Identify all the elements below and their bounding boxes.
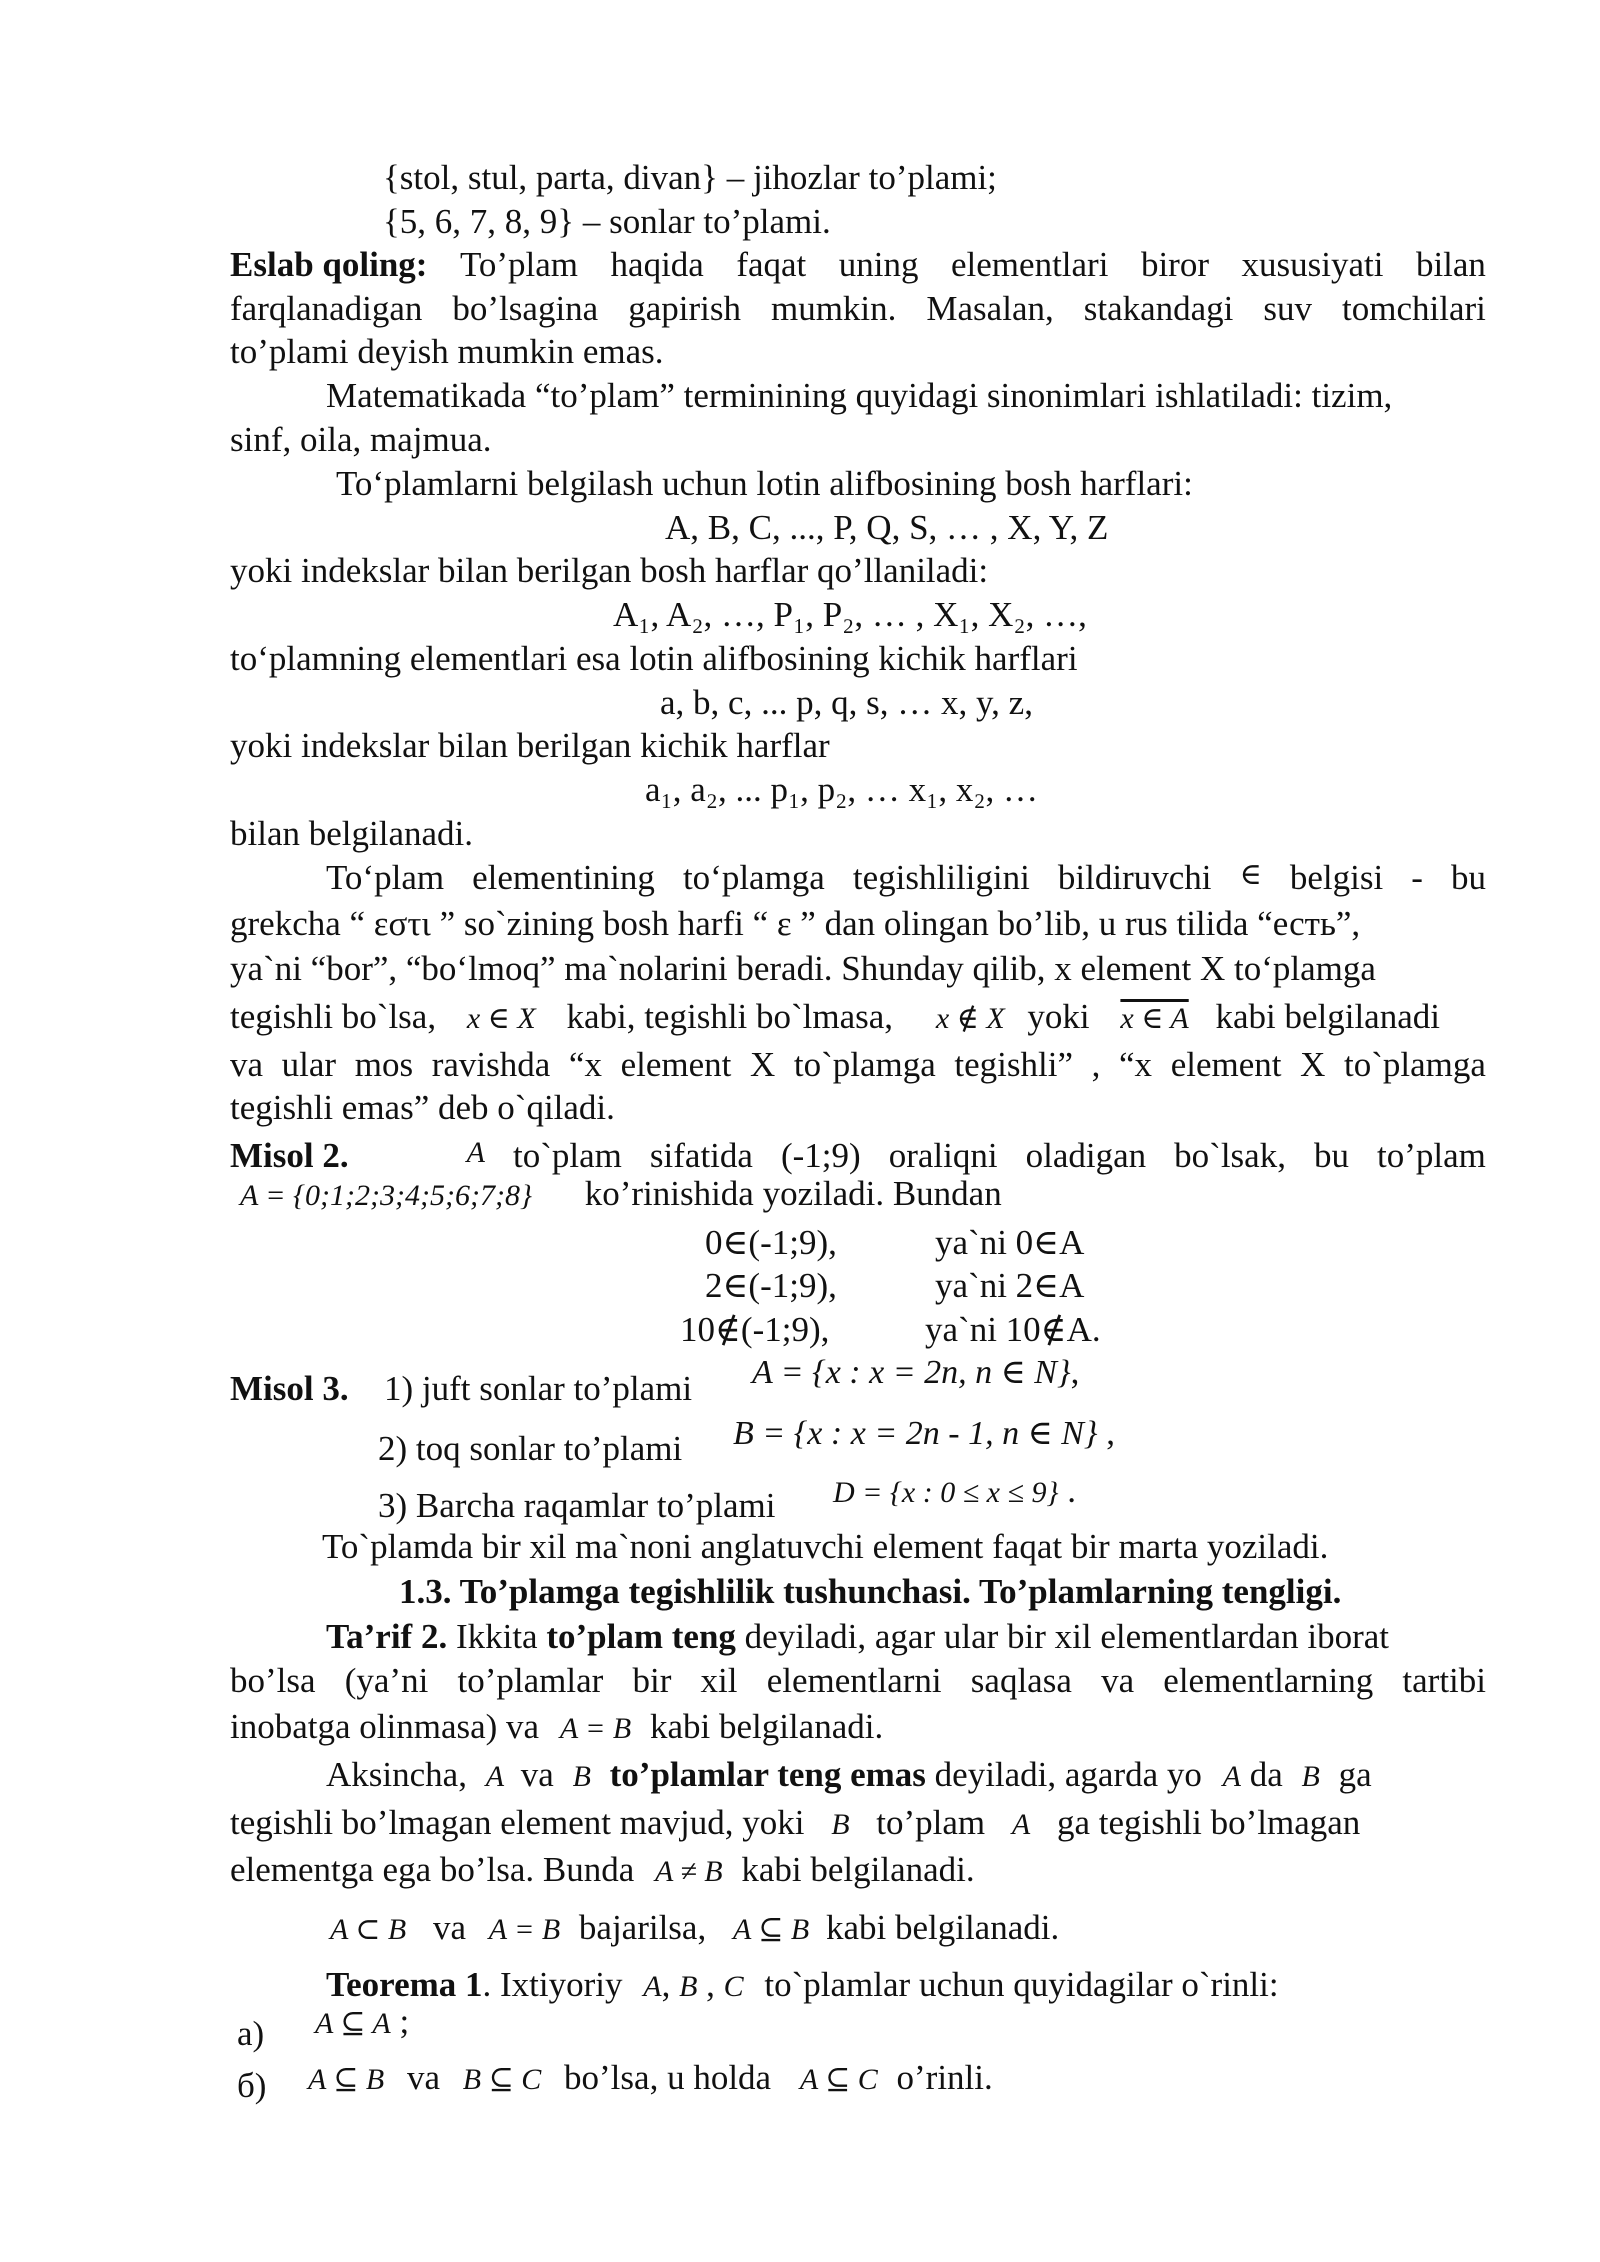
theorem-label: Teorema 1 bbox=[326, 1965, 483, 2004]
example3-item-3: 3) Barcha raqamlar to’plami bbox=[378, 1486, 776, 1525]
word: bo`lsak, bbox=[1174, 1136, 1286, 1175]
formula-odd-set: B = {x : x = 2n - 1, n ∈ N} , bbox=[733, 1413, 1116, 1452]
word: bir bbox=[632, 1661, 672, 1700]
text: tegishli bo`lsa, bbox=[230, 997, 437, 1036]
word: elementining bbox=[472, 858, 655, 897]
word: element bbox=[620, 1045, 732, 1084]
word: va bbox=[1101, 1661, 1135, 1700]
word: saqlasa bbox=[970, 1661, 1072, 1700]
word: to`plamga bbox=[1344, 1045, 1486, 1084]
text: ga bbox=[1338, 1755, 1372, 1794]
not-equal-line-1: Aksincha, A va B to’plamlar teng emas deyiladi, agarda yo A da B ga bbox=[326, 1755, 1372, 1794]
word: To‘plam bbox=[326, 858, 445, 897]
elements-intro: to‘plamning elementlari esa lotin alifbosining kichik harflari bbox=[230, 639, 1078, 678]
text: inobatga olinmasa) va bbox=[230, 1707, 540, 1746]
example2-label: Misol 2. bbox=[230, 1136, 349, 1175]
set-B: B bbox=[572, 1760, 591, 1793]
word: stakandagi bbox=[1083, 289, 1234, 328]
text: kabi belgilanadi bbox=[1215, 997, 1440, 1036]
word: uning bbox=[838, 245, 919, 284]
set-A: A bbox=[485, 1760, 505, 1793]
formula-A-subset-B: A ⊆ B bbox=[308, 2063, 385, 2096]
word: X bbox=[749, 1045, 776, 1084]
word: suv bbox=[1263, 289, 1313, 328]
formula-A-subset-A: A ⊆ A bbox=[315, 2007, 391, 2040]
remember-line-3: to’plami deyish mumkin emas. bbox=[230, 332, 664, 371]
word: bilan bbox=[1415, 245, 1486, 284]
label: Ta’rif 2. bbox=[326, 1617, 448, 1656]
indexed-capitals: A₁, A₂, …, P₁, P₂, … , X₁, X₂, …, bbox=[613, 595, 1087, 634]
word: faqat bbox=[736, 245, 807, 284]
text: Aksincha, bbox=[326, 1755, 467, 1794]
capital-letters: A, B, C, ..., P, Q, S, … , X, Y, Z bbox=[665, 508, 1109, 547]
formula-x-in-X: x ∈ X bbox=[466, 1002, 536, 1035]
definition2-line-2 bbox=[230, 1663, 1486, 1698]
formula: A = {x : x = 2n, n ∈ N} bbox=[752, 1354, 1071, 1391]
word: tegishliligini bbox=[852, 858, 1030, 897]
remember-label: Eslab qoling: bbox=[230, 245, 428, 284]
word: oladigan bbox=[1025, 1136, 1147, 1175]
indexed-smalls-intro: yoki indekslar bilan berilgan kichik harflar bbox=[230, 726, 830, 765]
bold-term: to’plamlar teng emas bbox=[609, 1755, 926, 1794]
text: yoki bbox=[1027, 997, 1090, 1036]
example2-row-3-left: 10∉(-1;9), bbox=[680, 1310, 830, 1349]
word: element bbox=[1170, 1045, 1282, 1084]
text: va bbox=[433, 1908, 467, 1947]
notation-closing: bilan belgilanadi. bbox=[230, 814, 473, 853]
indexed-capitals-intro: yoki indekslar bilan berilgan bosh harflar qo’llaniladi: bbox=[230, 551, 989, 590]
theorem-item-a: A ⊆ A ; bbox=[315, 2002, 410, 2041]
example3-item-1: 1) juft sonlar to’plami bbox=[384, 1369, 693, 1408]
word: bu bbox=[1314, 1136, 1349, 1175]
section-title: 1.3. To’plamga tegishlilik tushunchasi. To’plamlarning tengligi. bbox=[399, 1572, 1342, 1611]
word: To’plam bbox=[459, 245, 579, 284]
text: . Ixtiyoriy bbox=[482, 1965, 623, 2004]
label: Misol 3. bbox=[230, 1369, 349, 1408]
word: bo’lsagina bbox=[452, 289, 599, 328]
word: mos bbox=[354, 1045, 414, 1084]
example2-line-2 bbox=[240, 1176, 1002, 1211]
word: elementlarni bbox=[766, 1661, 942, 1700]
example3-label bbox=[230, 1371, 349, 1406]
small-letters: a, b, c, ... p, q, s, … x, y, z, bbox=[660, 683, 1033, 722]
word: mumkin. bbox=[770, 289, 897, 328]
word: belgisi bbox=[1289, 858, 1384, 897]
word: tegishli” bbox=[954, 1045, 1074, 1084]
text: deyiladi, agar ular bir xil elementlardan iborat bbox=[744, 1617, 1389, 1656]
set-name: A bbox=[466, 1136, 485, 1169]
word: sifatida bbox=[649, 1136, 753, 1175]
theorem-item-b bbox=[308, 2060, 993, 2095]
word: ular bbox=[281, 1045, 337, 1084]
set-formula: A = {0;1;2;3;4;5;6;7;8} bbox=[240, 1179, 532, 1212]
example-furniture-set: {stol, stul, parta, divan} – jihozlar to’plami; bbox=[383, 158, 997, 197]
formula-x-not-in-X: x ∉ X bbox=[935, 1002, 1005, 1035]
remember-line-2 bbox=[230, 291, 1486, 326]
membership-line-3: ya`ni “bor”, “bo‘lmoq” ma`nolarini beradi. Shunday qilib, x element X to‘plamga bbox=[230, 949, 1376, 988]
set-A: A bbox=[1011, 1808, 1031, 1841]
word: to’plamlar bbox=[457, 1661, 604, 1700]
capitals-intro: To‘plamlarni belgilash uchun lotin alifbosining bosh harflari: bbox=[336, 464, 1193, 503]
set-B: B bbox=[831, 1808, 850, 1841]
membership-line-1 bbox=[326, 860, 1486, 895]
formula: D = {x : 0 ≤ x ≤ 9} bbox=[833, 1476, 1059, 1509]
word: - bbox=[1411, 858, 1423, 897]
example-number-set: {5, 6, 7, 8, 9} – sonlar to’plami. bbox=[383, 202, 831, 241]
word: farqlanadigan bbox=[230, 289, 423, 328]
formula-equals: A = B bbox=[488, 1913, 561, 1946]
membership-line-5 bbox=[230, 1047, 1486, 1082]
set-B: B bbox=[1301, 1760, 1320, 1793]
membership-line-6: tegishli emas” deb o`qiladi. bbox=[230, 1088, 615, 1127]
word: X bbox=[1300, 1045, 1326, 1084]
bold-term: to’plam teng bbox=[546, 1617, 736, 1656]
word: (-1;9) bbox=[780, 1136, 861, 1175]
example2-line-1 bbox=[230, 1138, 1486, 1173]
word: oraliqni bbox=[888, 1136, 998, 1175]
not-equal-line-3 bbox=[230, 1852, 975, 1887]
word: elementlarning bbox=[1163, 1661, 1374, 1700]
word: to`plam bbox=[513, 1136, 622, 1175]
formula-B-subset-C: B ⊆ C bbox=[462, 2063, 542, 2096]
text: kabi belgilanadi. bbox=[649, 1707, 884, 1746]
text: o’rinli. bbox=[896, 2058, 993, 2097]
word: bu bbox=[1450, 858, 1486, 897]
word: xususiyati bbox=[1241, 245, 1384, 284]
example2-row-3-right: ya`ni 10∉A. bbox=[925, 1310, 1101, 1349]
theorem-line: Teorema 1. Ixtiyoriy A, B , C to`plamlar uchun quyidagilar o`rinli: bbox=[326, 1965, 1279, 2004]
formula-digits-set: D = {x : 0 ≤ x ≤ 9} . bbox=[833, 1471, 1076, 1510]
formula: B = {x : x = 2n - 1, n ∈ N} bbox=[733, 1415, 1098, 1452]
formula-subset: A ⊆ B bbox=[732, 1913, 810, 1946]
text: bo’lsa, u holda bbox=[564, 2058, 772, 2097]
word: to`plamga bbox=[793, 1045, 936, 1084]
word: ravishda bbox=[431, 1045, 551, 1084]
example3-item-2: 2) toq sonlar to’plami bbox=[378, 1429, 683, 1468]
formula-A-not-equal-B: A ≠ B bbox=[655, 1855, 723, 1888]
word: tomchilari bbox=[1342, 289, 1486, 328]
formula-even-set: A = {x : x = 2n, n ∈ N}, bbox=[752, 1352, 1080, 1391]
example2-row-1-left: 0∈(-1;9), bbox=[705, 1223, 837, 1262]
text: elementga ega bo’lsa. Bunda bbox=[230, 1850, 635, 1889]
word: xil bbox=[700, 1661, 738, 1700]
not-equal-line-2 bbox=[230, 1805, 1360, 1840]
word: gapirish bbox=[628, 289, 741, 328]
text: kabi, tegishli bo`lmasa, bbox=[566, 997, 894, 1036]
text: va bbox=[407, 2058, 441, 2097]
text: ga tegishli bo’lmagan bbox=[1057, 1803, 1361, 1842]
word: “x bbox=[568, 1045, 602, 1084]
text: deyiladi, agarda yo bbox=[934, 1755, 1202, 1794]
word: bo’lsa bbox=[230, 1661, 316, 1700]
text: to`plamlar uchun quyidagilar o`rinli: bbox=[764, 1965, 1279, 2004]
example2-row-2-right: ya`ni 2∈A bbox=[935, 1266, 1085, 1305]
text: tegishli bo’lmagan element mavjud, yoki bbox=[230, 1803, 805, 1842]
set-A: A bbox=[1222, 1760, 1241, 1793]
membership-line-2: grekcha “ εστι ” so`zining bosh harfi “ ε ” dan olingan bo’lib, u rus tilida “есть”, bbox=[230, 904, 1361, 943]
remember-line-1 bbox=[230, 247, 1486, 282]
once-note: To`plamda bir xil ma`noni anglatuvchi element faqat bir marta yoziladi. bbox=[322, 1527, 1329, 1566]
word: haqida bbox=[610, 245, 704, 284]
word: “x bbox=[1119, 1045, 1153, 1084]
word: (ya’ni bbox=[344, 1661, 429, 1700]
theorem-item-a-marker: а) bbox=[237, 2014, 265, 2053]
indexed-smalls: a₁, a₂, ... p₁, p₂, … x₁, x₂, … bbox=[645, 770, 1039, 809]
text: da bbox=[1249, 1755, 1283, 1794]
word: bildiruvchi bbox=[1057, 858, 1212, 897]
text: ko’rinishida yoziladi. Bundan bbox=[584, 1174, 1002, 1213]
synonyms-line-2: sinf, oila, majmua. bbox=[230, 420, 492, 459]
theorem-item-b-marker: б) bbox=[237, 2066, 267, 2105]
word: Masalan, bbox=[926, 289, 1054, 328]
formula-A-subset-C: A ⊆ C bbox=[799, 2063, 878, 2096]
word: , bbox=[1091, 1045, 1101, 1084]
word: va bbox=[230, 1045, 264, 1084]
example2-row-1-right: ya`ni 0∈A bbox=[935, 1223, 1085, 1262]
synonyms-line-1: Matematikada “to’plam” terminining quyidagi sinonimlari ishlatiladi: tizim, bbox=[326, 376, 1393, 415]
word: biror bbox=[1140, 245, 1209, 284]
word: tartibi bbox=[1402, 1661, 1486, 1700]
word: elementlari bbox=[951, 245, 1109, 284]
text: bajarilsa, bbox=[578, 1908, 707, 1947]
formula-x-in-A-overline: x ∈ A bbox=[1120, 1002, 1189, 1035]
word: to’plam bbox=[1377, 1136, 1486, 1175]
definition2-line-1 bbox=[326, 1619, 1389, 1654]
definition2-line-3 bbox=[230, 1709, 883, 1744]
text: kabi belgilanadi. bbox=[741, 1850, 975, 1889]
word: to‘plamga bbox=[682, 858, 825, 897]
text: kabi belgilanadi. bbox=[825, 1908, 1060, 1947]
element-of-symbol: ∈ bbox=[1239, 858, 1262, 891]
formula-proper-subset: A ⊂ B bbox=[330, 1913, 407, 1946]
text: to’plam bbox=[876, 1803, 986, 1842]
subset-line bbox=[330, 1910, 1059, 1945]
membership-line-4 bbox=[230, 999, 1440, 1034]
text: Ikkita bbox=[455, 1617, 538, 1656]
formula-A-equals-B: A = B bbox=[559, 1712, 632, 1745]
example2-row-2-left: 2∈(-1;9), bbox=[705, 1266, 837, 1305]
